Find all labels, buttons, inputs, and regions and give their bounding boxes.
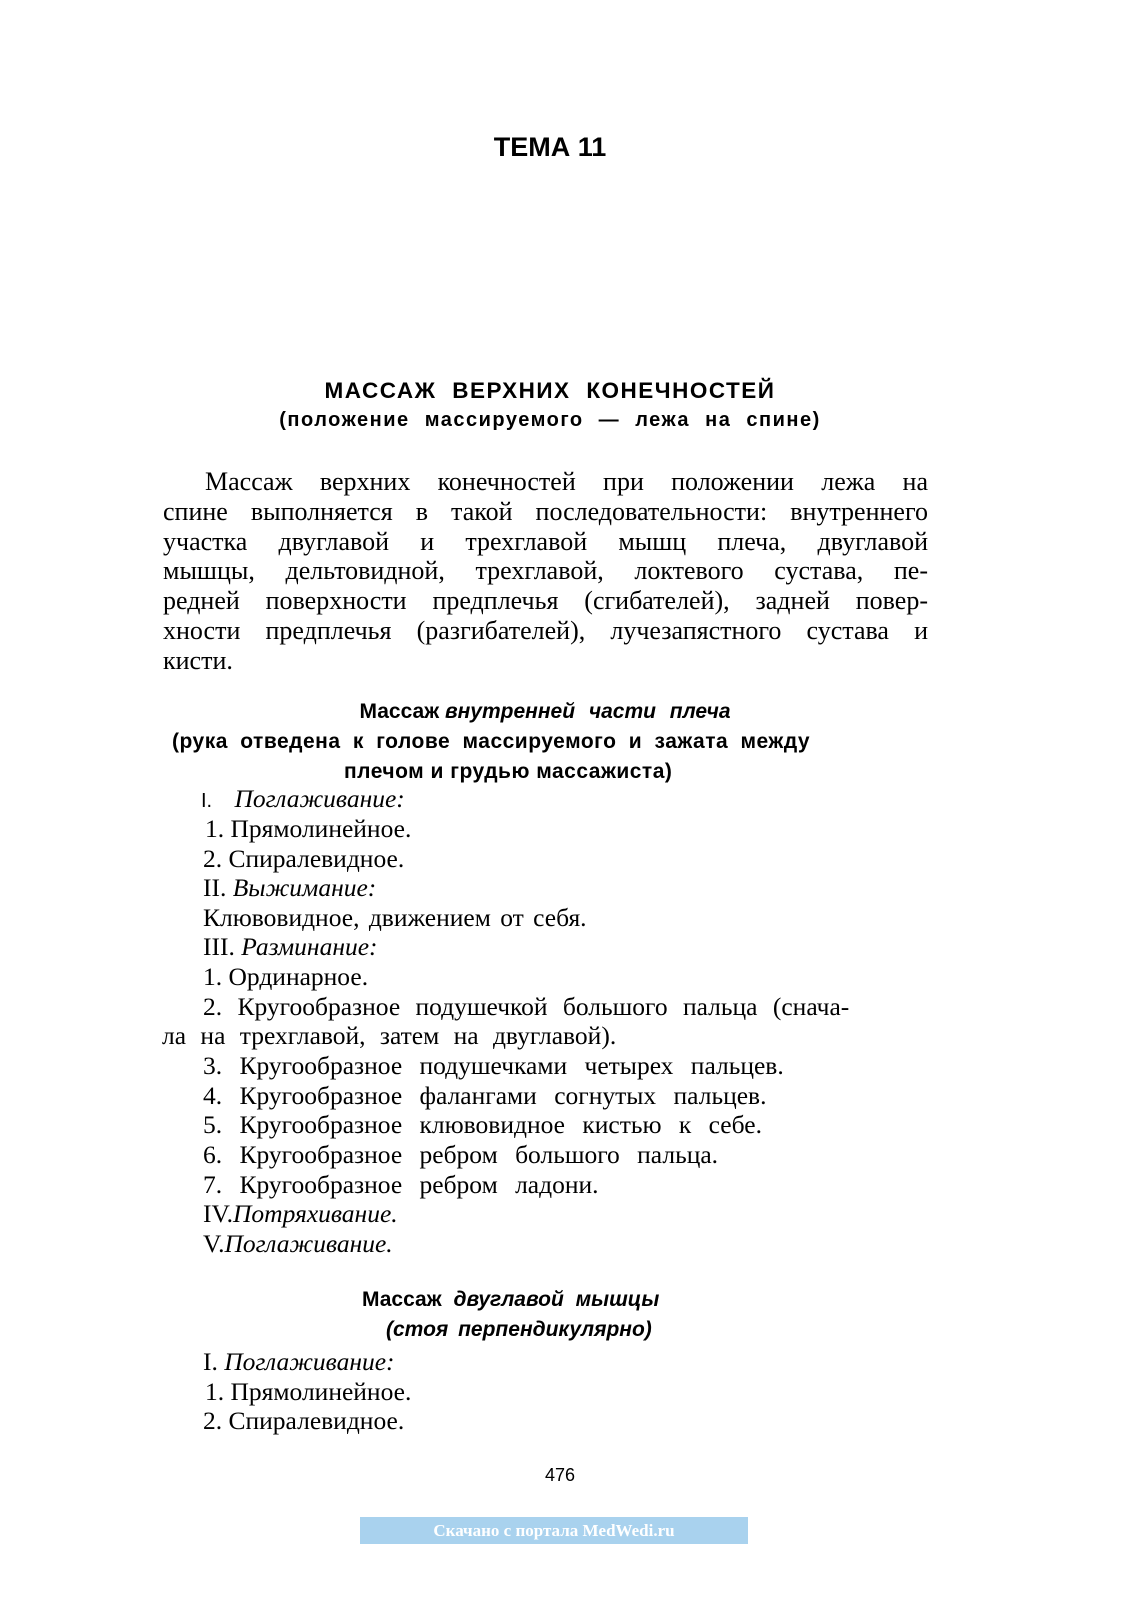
list-item bbox=[205, 814, 411, 844]
list-item bbox=[162, 1021, 616, 1051]
item-text: Клювовидное, движением от себя. bbox=[203, 903, 587, 932]
item-text: Поглаживание. bbox=[224, 1229, 393, 1258]
item-text: Потряхивание. bbox=[233, 1199, 398, 1228]
list-item bbox=[203, 873, 376, 903]
intro-line: кисти. bbox=[163, 645, 233, 675]
list-item bbox=[203, 1110, 762, 1140]
block1-heading bbox=[300, 697, 790, 727]
item-number: 1. bbox=[205, 1377, 225, 1406]
section-subtitle: (положение массируемого — лежа на спине) bbox=[279, 409, 821, 431]
item-text: Прямолинейное. bbox=[230, 1377, 412, 1406]
list-item bbox=[203, 1199, 398, 1229]
item-number: 2. bbox=[203, 992, 223, 1021]
intro-line: редней поверхности предплечья (сгибателей), задней повер- bbox=[163, 586, 928, 616]
item-text: Кругообразное ребром ладони. bbox=[239, 1170, 599, 1199]
list-item bbox=[203, 992, 849, 1022]
block1-subheading-line2: плечом и грудью массажиста) bbox=[344, 760, 673, 783]
item-number: 4. bbox=[203, 1081, 223, 1110]
list-item bbox=[203, 1347, 395, 1377]
block2-subheading: (стоя перпендикулярно) bbox=[386, 1318, 652, 1341]
intro-line: мышцы, дельтовидной, трехглавой, локтевого сустава, пе- bbox=[163, 556, 928, 586]
list-item bbox=[203, 1051, 784, 1081]
item-text: Поглаживание: bbox=[234, 784, 405, 813]
item-text: Спиралевидное. bbox=[228, 844, 405, 873]
item-text: Разминание: bbox=[241, 932, 378, 961]
item-number: 2. bbox=[203, 1406, 223, 1435]
item-number: 3. bbox=[203, 1051, 223, 1080]
item-number: 5. bbox=[203, 1110, 223, 1139]
item-number: V. bbox=[203, 1229, 225, 1258]
watermark-banner: Скачано с портала MedWedi.ru bbox=[360, 1517, 748, 1544]
block2-heading-italic: двуглавой мышцы bbox=[453, 1288, 660, 1311]
item-number: 7. bbox=[203, 1170, 223, 1199]
item-number: 2. bbox=[203, 844, 223, 873]
item-number: II. bbox=[203, 873, 227, 902]
list-item bbox=[203, 962, 368, 992]
item-number: 6. bbox=[203, 1140, 223, 1169]
item-text: Поглаживание: bbox=[224, 1347, 395, 1376]
intro-line: Массаж верхних конечностей при положении лежа на bbox=[205, 467, 928, 496]
list-item bbox=[203, 903, 587, 933]
intro-line: спине выполняется в такой последовательности: внутреннего bbox=[163, 496, 928, 526]
item-number: I. bbox=[203, 1347, 218, 1376]
item-number: I. bbox=[201, 790, 213, 812]
list-item bbox=[205, 1377, 411, 1407]
item-text: Спиралевидное. bbox=[228, 1406, 405, 1435]
item-text: ла на трехглавой, затем на двуглавой). bbox=[162, 1021, 617, 1050]
item-text: Кругообразное фалангами согнутых пальцев. bbox=[239, 1081, 767, 1110]
intro-line: хности предплечья (разгибателей), лучезапястного сустава и bbox=[163, 615, 928, 645]
list-item bbox=[203, 1140, 718, 1170]
item-text: Ординарное. bbox=[228, 962, 369, 991]
list-item bbox=[203, 1170, 599, 1200]
topic-title: ТЕМА 11 bbox=[493, 132, 607, 162]
list-item bbox=[203, 932, 378, 962]
list-item bbox=[203, 1081, 766, 1111]
block1-subheading-line1: (рука отведена к голове массируемого и зажата между bbox=[172, 730, 811, 753]
list-item bbox=[203, 844, 404, 874]
list-item bbox=[203, 1406, 404, 1436]
item-number: 1. bbox=[203, 962, 223, 991]
item-number: III. bbox=[203, 932, 235, 961]
item-text: Кругообразное ребром большого пальца. bbox=[239, 1140, 719, 1169]
intro-line: участка двуглавой и трехглавой мышц плеча, двуглавой bbox=[163, 526, 928, 556]
list-item bbox=[201, 784, 405, 814]
item-text: Кругообразное клювовидное кистью к себе. bbox=[239, 1110, 762, 1139]
item-text: Прямолинейное. bbox=[230, 814, 412, 843]
page-number: 476 bbox=[544, 1465, 576, 1485]
block2-heading bbox=[362, 1285, 659, 1315]
intro-paragraph bbox=[163, 467, 928, 676]
section-title: МАССАЖ ВЕРХНИХ КОНЕЧНОСТЕЙ bbox=[324, 378, 776, 403]
item-number: IV. bbox=[203, 1199, 233, 1228]
item-text: Кругообразное подушечкой большого пальца (снача- bbox=[237, 992, 850, 1021]
item-text: Кругообразное подушечками четырех пальцев. bbox=[239, 1051, 784, 1080]
block1-heading-italic: внутренней части плеча bbox=[444, 700, 731, 723]
block2-heading-prefix: Массаж bbox=[362, 1288, 442, 1311]
list-item bbox=[203, 1229, 393, 1259]
item-text: Выжимание: bbox=[232, 873, 377, 902]
block1-heading-prefix: Массаж bbox=[359, 700, 440, 723]
item-number: 1. bbox=[205, 814, 225, 843]
